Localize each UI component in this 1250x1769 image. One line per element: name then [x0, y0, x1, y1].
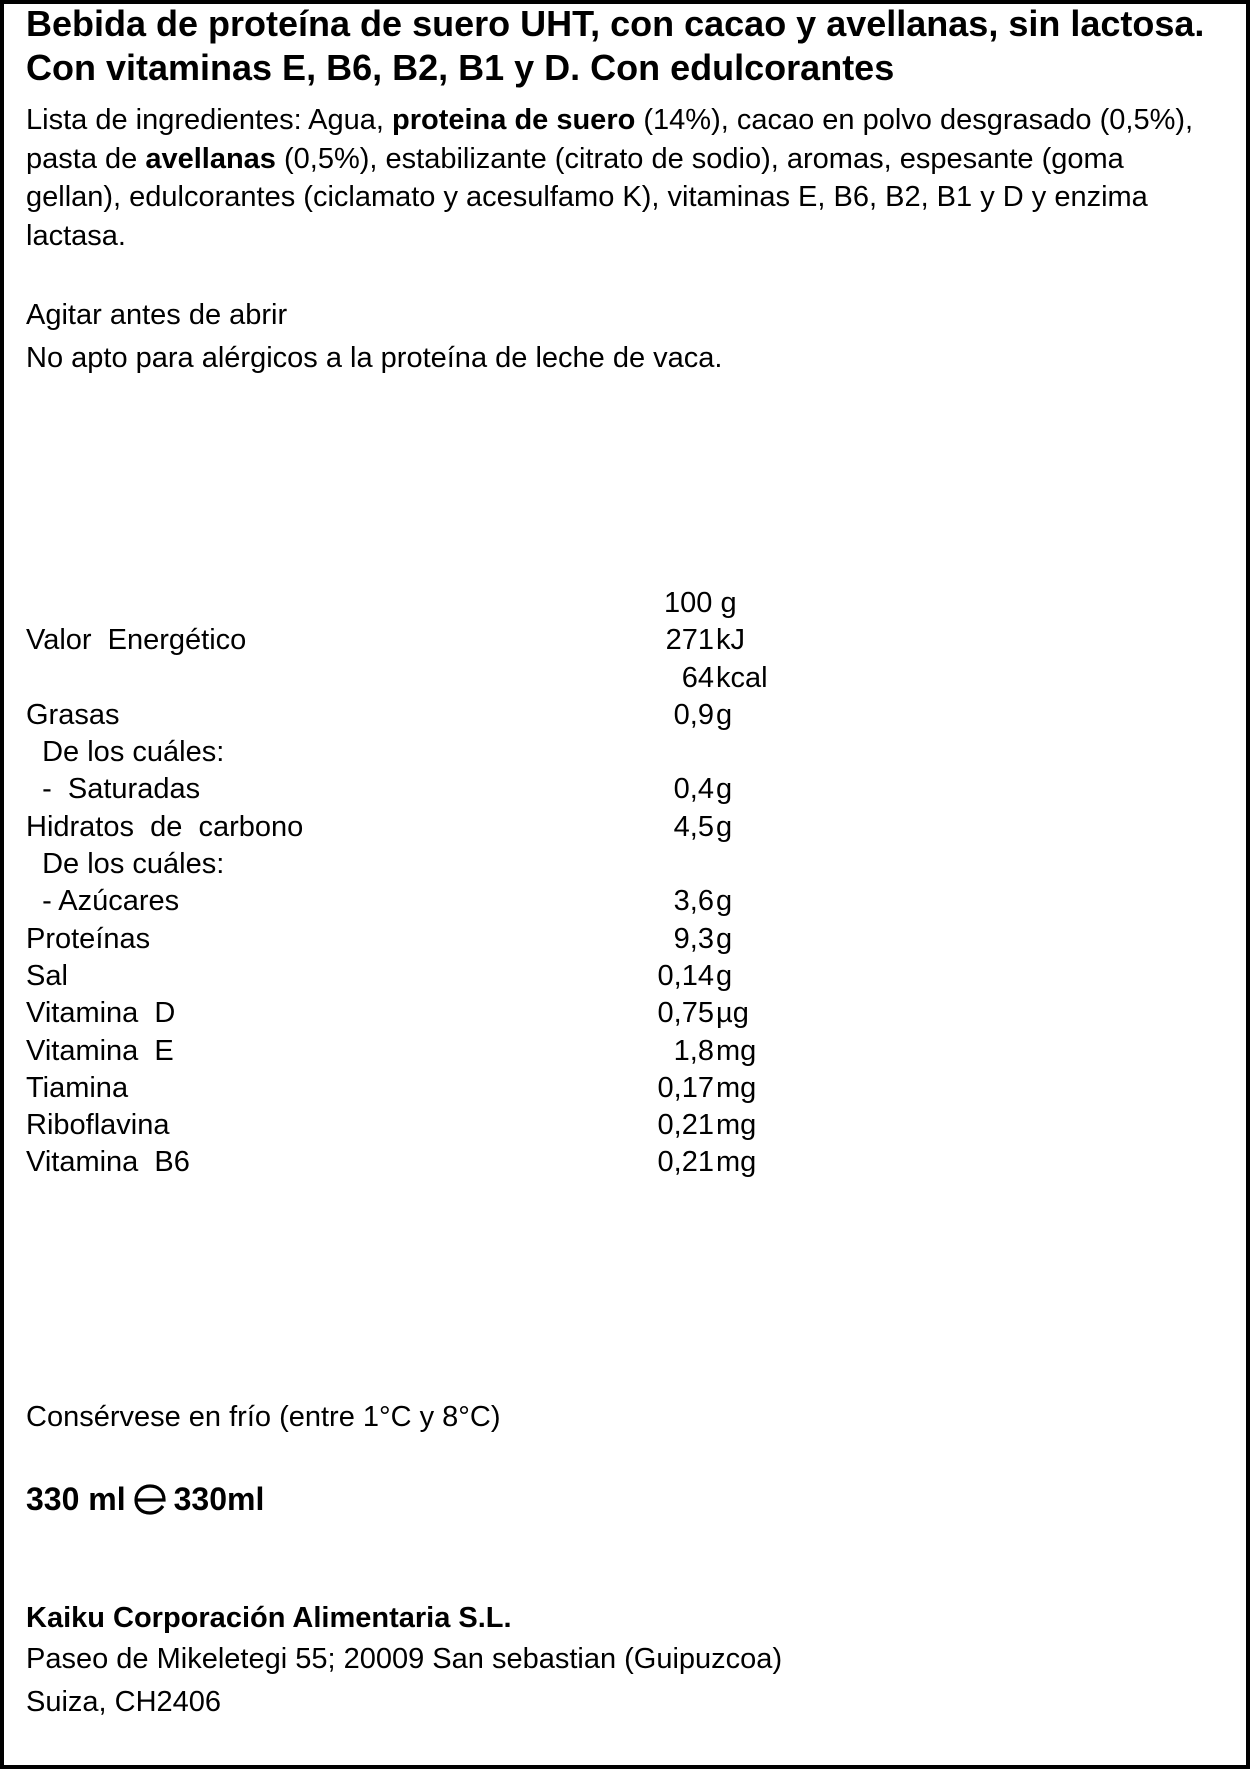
nutrition-table — [0, 585, 1242, 1182]
nutrition-row — [0, 995, 1242, 1032]
nutrient-amount: 0,14 — [657, 959, 714, 992]
nutrient-label: Valor Energético — [26, 624, 247, 657]
nutrient-unit: kcal — [716, 661, 768, 694]
nutrient-unit: g — [716, 959, 733, 992]
nutrient-amount: 0,21 — [657, 1146, 714, 1179]
nutrient-label: Vitamina B6 — [26, 1146, 190, 1179]
nutrient-unit: mg — [716, 1034, 757, 1067]
nutrient-label: - Saturadas — [26, 773, 201, 806]
ingredients-middle: (14%), cacao en polvo desgrasado (0,5%), pasta de — [26, 104, 1194, 175]
volume-label: 330 ml — [26, 1481, 126, 1517]
nutrient-amount: 0,9 — [673, 698, 714, 731]
nutrient-label: Proteínas — [26, 922, 151, 955]
nutrient-unit: g — [716, 698, 733, 731]
nutrient-amount: 3,6 — [673, 885, 714, 918]
storage-note: Consérvese en frío (entre 1°C y 8°C) — [26, 1401, 501, 1433]
nutrient-unit: g — [716, 885, 733, 918]
nutrient-amount: 0,17 — [657, 1071, 714, 1104]
company-name: Kaiku Corporación Alimentaria S.L. — [26, 1602, 512, 1634]
nutrient-label: De los cuáles: — [26, 736, 225, 769]
nutrient-label: - Azúcares — [26, 885, 180, 918]
allergy-note: No apto para alérgicos a la proteína de leche de vaca. — [26, 342, 723, 374]
nutrient-label: Vitamina D — [26, 997, 176, 1030]
nutrient-unit: g — [716, 810, 733, 843]
nutrient-label: Hidratos de carbono — [26, 810, 304, 843]
ingredients-list — [26, 101, 1216, 255]
nutrient-amount: 9,3 — [673, 922, 714, 955]
company-address: Paseo de Mikeletegi 55; 20009 San sebastian (Guipuzcoa) — [26, 1643, 783, 1675]
company-country: Suiza, CH2406 — [26, 1686, 222, 1718]
ingredients-prefix: Lista de ingredientes: Agua, — [26, 104, 392, 136]
nutrition-row — [0, 622, 1242, 659]
shake-note: Agitar antes de abrir — [26, 299, 288, 331]
nutrition-row — [0, 1144, 1242, 1181]
nutrient-label: Sal — [26, 959, 68, 992]
nutrient-unit: µg — [716, 997, 749, 1030]
nutrient-unit: kJ — [716, 624, 745, 657]
per-100g-header: 100 g — [664, 587, 737, 619]
nutrient-unit: mg — [716, 1109, 757, 1142]
nutrient-amount: 0,21 — [657, 1109, 714, 1142]
nutrition-row — [0, 771, 1242, 808]
nutrition-row — [0, 846, 1242, 883]
nutrient-unit: g — [716, 773, 733, 806]
nutrition-header-row — [0, 585, 1242, 622]
nutrient-unit: mg — [716, 1071, 757, 1104]
ingredients-rest: (0,5%), estabilizante (citrato de sodio), aromas, espesante (goma gellan), edulcorantes (ciclamato y acesulfamo K), vitaminas E, B6, B2, B1 y D y enzima lactasa. — [26, 142, 1148, 252]
nutrition-row — [0, 809, 1242, 846]
nutrition-row — [0, 1033, 1242, 1070]
nutrient-label: Tiamina — [26, 1071, 129, 1104]
nutrient-amount: 0,4 — [673, 773, 714, 806]
ingredient-whey-protein: proteina de suero — [391, 104, 636, 136]
nutrient-unit: g — [716, 922, 733, 955]
volume-declaration — [26, 1479, 264, 1519]
nutrition-row — [0, 921, 1242, 958]
nutrition-row — [0, 1107, 1242, 1144]
nutrient-amount: 271 — [665, 624, 714, 657]
nutrition-row — [0, 883, 1242, 920]
nutrition-row — [0, 734, 1242, 771]
nutrition-row — [0, 1070, 1242, 1107]
nutrition-row — [0, 697, 1242, 734]
product-title: Bebida de proteína de suero UHT, con cacao y avellanas, sin lactosa. Con vitaminas E, B6, B2, B1 y D. Con edulcorantes — [26, 3, 1205, 88]
nutrient-label: Grasas — [26, 698, 120, 731]
nutrient-amount: 0,75 — [657, 997, 714, 1030]
nutrient-amount: 64 — [681, 661, 714, 694]
ingredient-hazelnuts: avellanas — [145, 142, 276, 175]
estimated-e-mark-icon — [132, 1481, 168, 1517]
nutrient-amount: 4,5 — [673, 810, 714, 843]
volume-label-secondary: 330ml — [173, 1481, 265, 1517]
nutrient-amount: 1,8 — [673, 1034, 714, 1067]
nutrient-label: De los cuáles: — [26, 848, 225, 881]
nutrient-label: Riboflavina — [26, 1109, 170, 1142]
nutrient-label: Vitamina E — [26, 1034, 174, 1067]
nutrition-row — [0, 958, 1242, 995]
nutrient-unit: mg — [716, 1146, 757, 1179]
nutrition-row — [0, 660, 1242, 697]
